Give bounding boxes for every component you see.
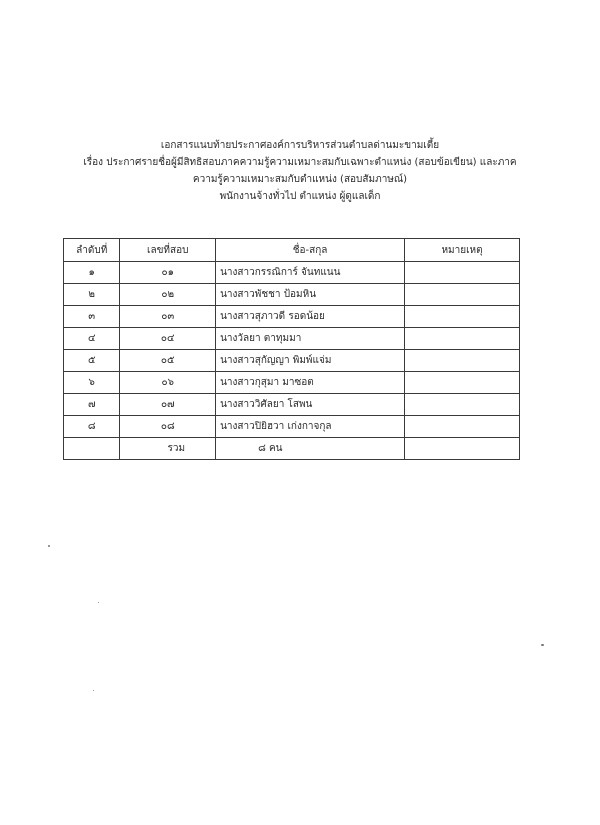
- cell-seq: ๔: [64, 328, 120, 350]
- cell-note: [405, 328, 520, 350]
- cell-seq: ๕: [64, 350, 120, 372]
- cell-exam-no: ๐๕: [120, 350, 216, 372]
- cell-exam-no: ๐๓: [120, 306, 216, 328]
- cell-exam-no: ๐๒: [120, 284, 216, 306]
- scan-speck: [48, 545, 50, 547]
- cell-note: [405, 372, 520, 394]
- scan-speck: [541, 644, 544, 646]
- cell-exam-no: ๐๔: [120, 328, 216, 350]
- scan-speck: [93, 690, 94, 691]
- cell-exam-no: ๐๗: [120, 394, 216, 416]
- cell-seq: ๓: [64, 306, 120, 328]
- table-header-row: [64, 239, 520, 262]
- column-header-exam-no: เลขที่สอบ: [120, 239, 216, 262]
- document-header: [0, 137, 600, 205]
- header-line-1: เอกสารแนบท้ายประกาศองค์การบริหารส่วนตำบลด่านมะขามเตี้ย: [160, 140, 440, 151]
- cell-note: [405, 262, 520, 284]
- cell-name: นางสาวกุสุมา มาซอต: [216, 372, 405, 394]
- cell-note: [405, 284, 520, 306]
- table-row: [64, 372, 520, 394]
- total-label: รวม: [120, 438, 216, 460]
- column-header-note: หมายเหตุ: [405, 239, 520, 262]
- total-value: ๘ คน: [216, 438, 405, 460]
- cell-note: [405, 350, 520, 372]
- cell-name: นางสาววิศัลยา โสพน: [216, 394, 405, 416]
- table-row: [64, 328, 520, 350]
- table-row: [64, 306, 520, 328]
- cell-name: นางวัลยา ตาทุมมา: [216, 328, 405, 350]
- cell-note: [405, 416, 520, 438]
- cell-seq: ๑: [64, 262, 120, 284]
- cell-name: นางสาวสุภาวดี รอดน้อย: [216, 306, 405, 328]
- cell-seq: ๒: [64, 284, 120, 306]
- column-header-seq: ลำดับที่: [64, 239, 120, 262]
- cell-name: นางสาวกรรณิการ์ จันทแนน: [216, 262, 405, 284]
- scan-speck: [98, 602, 99, 603]
- header-line-3: ความรู้ความเหมาะสมกับตำแหน่ง (สอบสัมภาษณ์): [192, 174, 408, 185]
- cell-name: นางสาวสุกัญญา พิมพ์แจ่ม: [216, 350, 405, 372]
- table-row: [64, 262, 520, 284]
- cell-empty: [64, 438, 120, 460]
- table-row: [64, 416, 520, 438]
- header-line-4: พนักงานจ้างทั่วไป ตำแหน่ง ผู้ดูแลเด็ก: [219, 191, 381, 202]
- cell-exam-no: ๐๖: [120, 372, 216, 394]
- cell-note: [405, 306, 520, 328]
- cell-name: นางสาวปิยิฮวา เก่งกาจกุล: [216, 416, 405, 438]
- cell-exam-no: ๐๑: [120, 262, 216, 284]
- column-header-name: ชื่อ-สกุล: [216, 239, 405, 262]
- cell-seq: ๖: [64, 372, 120, 394]
- table-row: [64, 394, 520, 416]
- cell-note: [405, 394, 520, 416]
- cell-seq: ๗: [64, 394, 120, 416]
- cell-name: นางสาวพัชชา ป้อมหิน: [216, 284, 405, 306]
- table-total-row: [64, 438, 520, 460]
- cell-empty: [405, 438, 520, 460]
- table-row: [64, 284, 520, 306]
- cell-seq: ๘: [64, 416, 120, 438]
- header-line-2: เรื่อง ประกาศรายชื่อผู้มีสิทธิสอบภาคความรู้ความเหมาะสมกับเฉพาะตำแหน่ง (สอบข้อเขียน) และภาค: [83, 157, 517, 168]
- cell-exam-no: ๐๘: [120, 416, 216, 438]
- table-row: [64, 350, 520, 372]
- candidate-table: [63, 238, 520, 460]
